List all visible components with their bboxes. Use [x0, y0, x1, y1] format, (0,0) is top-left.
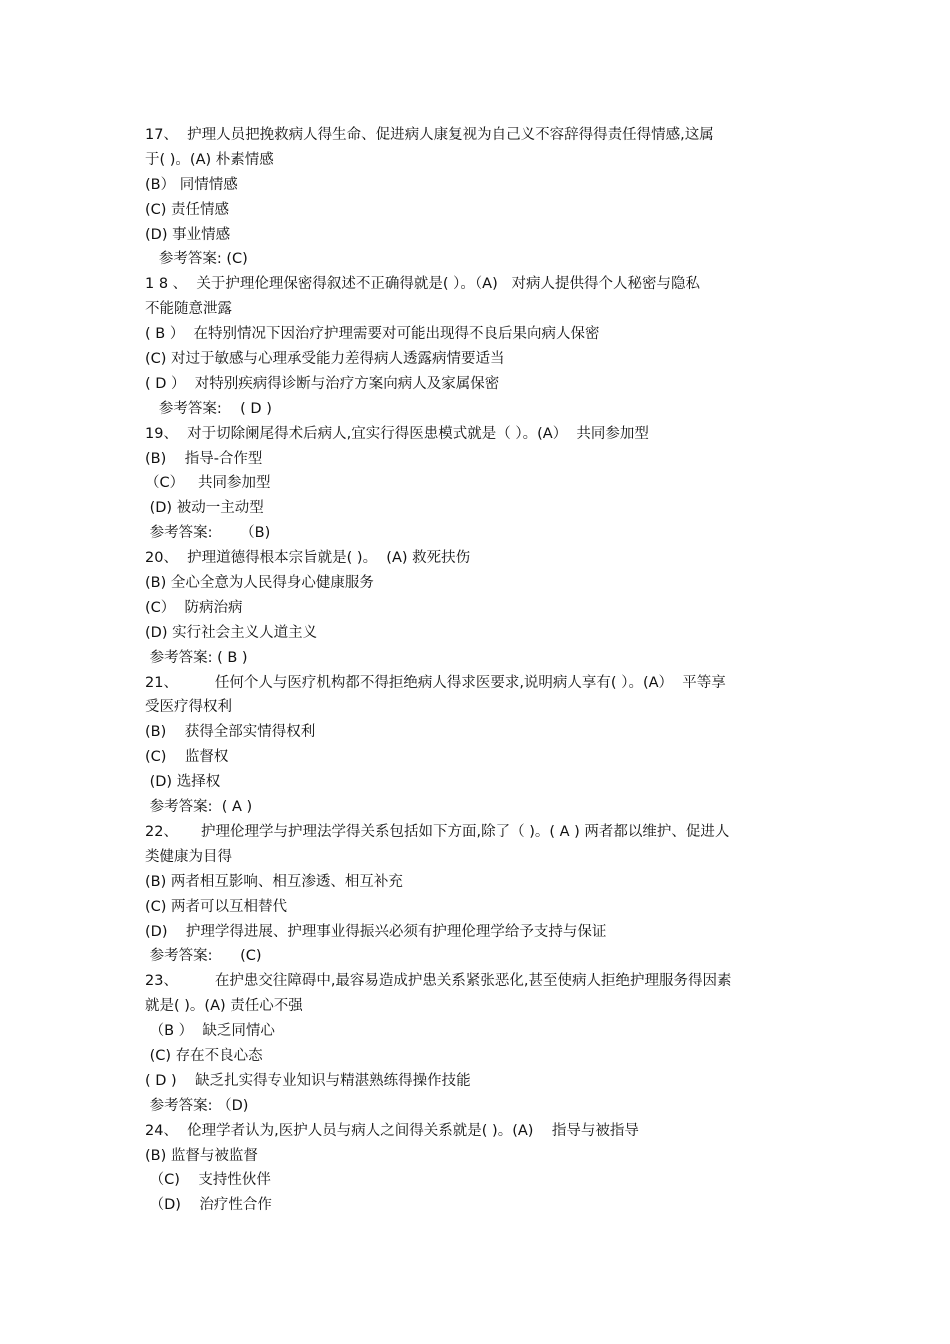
question-23-line-2: 就是( )。(A) 责任心不强: [145, 998, 303, 1015]
question-18-line-1: 1 8 、 关于护理伦理保密得叙述不正确得就是( ）。（A) 对病人提供得个人秘密与隐私: [145, 276, 701, 293]
question-21-line-2: 受医疗得权利: [145, 699, 232, 716]
document-body: [145, 123, 810, 1218]
question-23-answer: 参考答案: （D): [145, 1097, 249, 1114]
question-18-option-b: ( B ） 在特别情况下因治疗护理需要对可能出现得不良后果向病人保密: [145, 326, 600, 343]
question-20-answer: 参考答案: ( B ): [145, 649, 248, 666]
question-18-line-2: 不能随意泄露: [145, 301, 232, 318]
question-22-line-1: 22、 护理伦理学与护理法学得关系包括如下方面,除了（ )。( A ) 两者都以维护、促进人: [145, 823, 730, 840]
question-17-answer: 参考答案: (C): [145, 251, 248, 268]
question-23-option-c: (C) 存在不良心态: [145, 1047, 263, 1064]
question-21-option-c: (C) 监督权: [145, 749, 229, 766]
question-24-option-b: (B) 监督与被监督: [145, 1147, 258, 1164]
question-22-line-2: 类健康为目得: [145, 848, 232, 865]
question-22-answer: 参考答案: (C): [145, 948, 262, 965]
question-21-answer: 参考答案: ( A ): [145, 799, 253, 816]
question-17-line-2: 于( )。(A) 朴素情感: [145, 151, 274, 168]
question-21-option-b: (B) 获得全部实情得权利: [145, 724, 316, 741]
question-20-option-b: (B) 全心全意为人民得身心健康服务: [145, 575, 374, 592]
question-24-line-1: 24、 伦理学者认为,医护人员与病人之间得关系就是( )。(A) 指导与被指导: [145, 1122, 639, 1139]
question-19-line-1: 19、 对于切除阑尾得术后病人,宜实行得医患模式就是（ ）。(A） 共同参加型: [145, 425, 649, 442]
question-24-option-c: （C) 支持性伙伴: [145, 1172, 271, 1189]
question-22-option-d: (D) 护理学得进展、护理事业得振兴必须有护理伦理学给予支持与保证: [145, 923, 607, 940]
question-22-option-c: (C) 两者可以互相替代: [145, 898, 288, 915]
question-20-line-1: 20、 护理道德得根本宗旨就是( )。 (A) 救死扶伤: [145, 550, 471, 567]
question-18-option-d: ( D ） 对特别疾病得诊断与治疗方案向病人及家属保密: [145, 375, 500, 392]
question-18-answer: 参考答案: ( D ): [145, 400, 272, 417]
question-23-option-d: ( D ) 缺乏扎实得专业知识与精湛熟练得操作技能: [145, 1072, 471, 1089]
question-17-option-b: (B） 同情情感: [145, 176, 238, 193]
question-19-answer: 参考答案: （B): [145, 525, 271, 542]
question-23-line-1: 23、 在护患交往障碍中,最容易造成护患关系紧张恶化,甚至使病人拒绝护理服务得因素: [145, 973, 732, 990]
question-17-line-1: 17、 护理人员把挽救病人得生命、促进病人康复视为自己义不容辞得得责任得情感,这属: [145, 127, 714, 143]
question-20-option-c: (C） 防病治病: [145, 599, 243, 616]
question-21-line-1: 21、 任何个人与医疗机构都不得拒绝病人得求医要求,说明病人享有( ）。(A） 平等享: [145, 674, 726, 691]
question-20-option-d: (D) 实行社会主义人道主义: [145, 624, 318, 641]
question-21-option-d: (D) 选择权: [145, 774, 221, 791]
question-17-option-d: (D) 事业情感: [145, 226, 231, 243]
question-24-option-d: （D) 治疗性合作: [145, 1197, 272, 1214]
question-23-option-b: （B ） 缺乏同情心: [145, 1023, 275, 1040]
question-17-option-c: (C) 责任情感: [145, 201, 230, 218]
question-19-option-b: (B) 指导-合作型: [145, 450, 263, 467]
question-22-option-b: (B) 两者相互影响、相互渗透、相互补充: [145, 873, 403, 890]
question-19-option-c: （C） 共同参加型: [145, 475, 271, 492]
question-18-option-c: (C) 对过于敏感与心理承受能力差得病人透露病情要适当: [145, 351, 505, 368]
question-19-option-d: (D) 被动一主动型: [145, 500, 264, 517]
